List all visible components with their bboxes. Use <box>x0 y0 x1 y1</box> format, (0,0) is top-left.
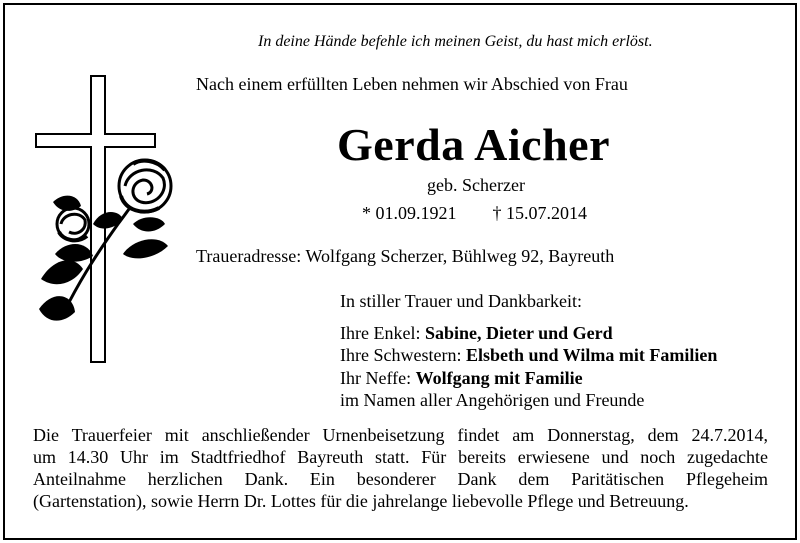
notice-line: Die Trauerfeier mit anschließender Urnenbeisetzung findet am Donnerstag, dem 24.7.2014, <box>33 425 768 445</box>
mourner-row <box>340 367 717 390</box>
mourners-block <box>340 290 717 412</box>
intro-line: Nach einem erfüllten Leben nehmen wir Abschied von Frau <box>196 74 628 94</box>
death-date: † 15.07.2014 <box>492 203 587 223</box>
mourner-row <box>340 322 717 345</box>
funeral-notice-text <box>33 424 768 512</box>
mourner-names: Wolfgang mit Familie <box>415 367 583 388</box>
notice-line: Anteilnahme herzlichen Dank. Ein besonderer Dank dem Paritätischen Pflegeheim <box>33 469 768 489</box>
birth-date: * 01.09.1921 <box>362 203 457 223</box>
mourners-heading: In stiller Trauer und Dankbarkeit: <box>340 291 582 311</box>
life-dates <box>362 203 587 224</box>
mourning-address: Traueradresse: Wolfgang Scherzer, Bühlweg 92, Bayreuth <box>196 246 615 266</box>
mourner-names: Elsbeth und Wilma mit Familien <box>465 345 718 365</box>
mourner-names: Sabine, Dieter und Gerd <box>424 322 613 343</box>
maiden-name: geb. Scherzer <box>427 175 525 195</box>
mourner-label: Ihr Neffe: <box>340 367 412 388</box>
mourners-closing: im Namen aller Angehörigen und Freunde <box>340 390 645 410</box>
notice-line: um 14.30 Uhr im Stadtfriedhof Bayreuth statt. Für bereits erwiesene und noch zugedachte <box>33 447 768 467</box>
notice-line: (Gartenstation), sowie Herrn Dr. Lottes für die jahrelange liebevolle Pflege und Betreuung. <box>33 491 689 511</box>
deceased-name: Gerda Aicher <box>337 119 610 170</box>
mourner-row <box>340 344 717 367</box>
motto-verse: In deine Hände befehle ich meinen Geist, du hast mich erlöst. <box>258 33 653 50</box>
cross-with-rose-icon <box>33 74 193 364</box>
mourner-label: Ihre Enkel: <box>340 322 421 343</box>
mourner-label: Ihre Schwestern: <box>340 345 462 365</box>
